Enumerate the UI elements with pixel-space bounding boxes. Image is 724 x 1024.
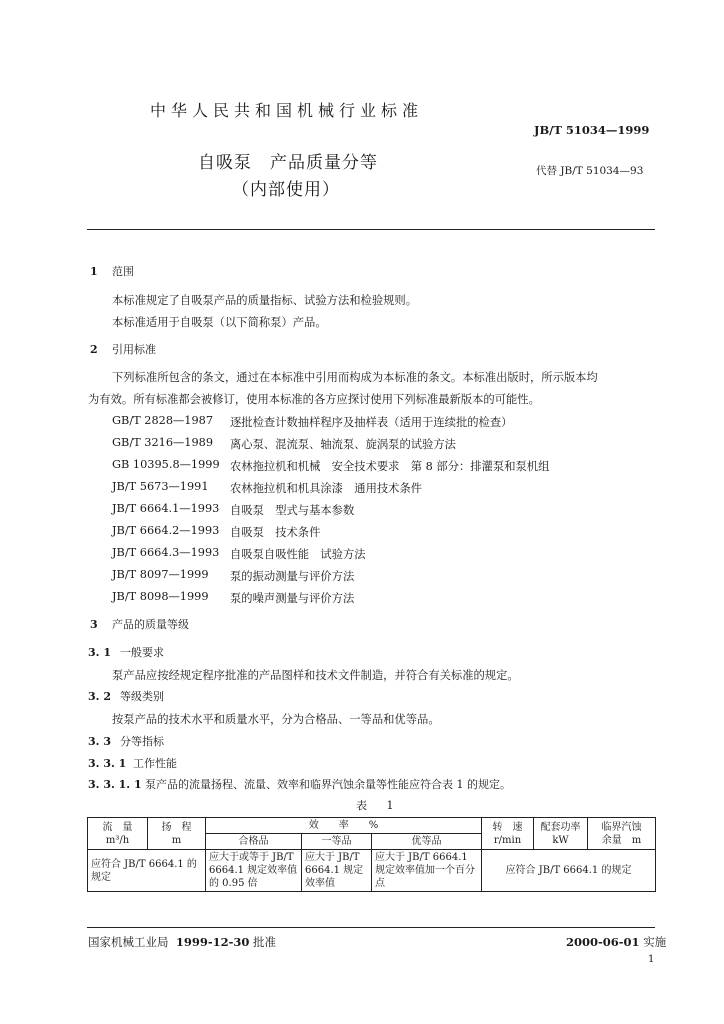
reference-item <box>112 546 632 560</box>
section-title: 等级类别 <box>120 690 164 703</box>
document-subtitle: （内部使用） <box>232 180 340 200</box>
header-head-unit: m <box>171 834 182 846</box>
reference-code: GB 10395.8—1999 <box>112 458 220 471</box>
reference-item <box>112 480 632 494</box>
header-flow: 流 量 <box>102 821 133 833</box>
section-number: 3. 3 <box>88 735 111 748</box>
section-1-paragraph-2: 本标准适用于自吸泵（以下简称泵）产品。 <box>112 316 327 329</box>
reference-item <box>112 414 632 428</box>
header-npsh-unit: 余量 m <box>601 834 642 846</box>
title-part-2: 产品质量分等 <box>270 153 378 173</box>
header-head: 扬 程 <box>161 821 192 833</box>
approval-label: 批准 <box>253 935 277 949</box>
reference-code: JB/T 8098—1999 <box>112 590 209 603</box>
header-npsh: 临界汽蚀 <box>601 821 642 833</box>
table-header-cell <box>88 818 148 850</box>
section-title: 工作性能 <box>133 757 177 770</box>
header-power: 配套功率 <box>540 821 581 833</box>
reference-item <box>112 524 632 538</box>
section-number: 3 <box>90 618 98 631</box>
approval-date: 1999-12-30 <box>175 935 250 949</box>
section-number: 3. 2 <box>88 690 111 703</box>
section-number: 3. 3. 1 <box>88 757 127 770</box>
section-title: 引用标准 <box>112 343 156 356</box>
approving-organization: 国家机械工业局 <box>88 935 169 949</box>
reference-title: 自吸泵 技术条件 <box>230 526 321 539</box>
table-header-cell <box>534 818 588 850</box>
section-3-3-heading <box>88 733 164 749</box>
section-3-1-paragraph: 泵产品应按经规定程序批准的产品图样和技术文件制造，并符合有关标准的规定。 <box>112 669 519 682</box>
reference-item <box>112 458 632 472</box>
section-3-3-1-1-text <box>88 776 511 792</box>
approval-line <box>88 934 276 950</box>
reference-title: 泵的振动测量与评价方法 <box>230 570 355 583</box>
section-title: 分等指标 <box>120 735 164 748</box>
section-number: 2 <box>90 343 98 356</box>
section-number: 3. 1 <box>88 646 111 659</box>
table-header-cell: 效 率 % <box>206 818 482 834</box>
section-number: 1 <box>90 265 98 278</box>
section-title: 产品的质量等级 <box>112 618 189 631</box>
table-cell: 应符合 JB/T 6664.1 的规定 <box>482 850 656 892</box>
table-header-cell: 优等品 <box>372 834 482 850</box>
effective-label: 实施 <box>643 935 667 949</box>
header-divider <box>87 229 655 230</box>
table-cell: 应大于 JB/T 6664.1 规定效率值加一个百分点 <box>372 850 482 892</box>
reference-code: JB/T 6664.2—1993 <box>112 524 220 537</box>
section-3-heading <box>90 616 189 632</box>
table-cell: 应大于 JB/T 6664.1 规定效率值 <box>302 850 372 892</box>
table-1 <box>87 817 656 892</box>
reference-item <box>112 590 632 604</box>
reference-code: GB/T 2828—1987 <box>112 414 214 427</box>
reference-title: 自吸泵自吸性能 试验方法 <box>230 548 366 561</box>
section-2-paragraph-line-1: 下列标准所包含的条文，通过在本标准中引用而构成为本标准的条文。本标准出版时，所示版本均 <box>112 371 598 384</box>
footer-divider <box>87 927 655 928</box>
reference-code: GB/T 3216—1989 <box>112 436 214 449</box>
reference-item <box>112 568 632 582</box>
table-cell: 应大于或等于 JB/T 6664.1 规定效率值的 0.95 倍 <box>206 850 302 892</box>
table-header-row <box>88 818 656 834</box>
table-header-cell: 合格品 <box>206 834 302 850</box>
section-3-3-1-heading <box>88 755 177 771</box>
reference-code: JB/T 8097—1999 <box>112 568 209 581</box>
reference-item <box>112 436 632 450</box>
reference-title: 逐批检查计数抽样程序及抽样表（适用于连续批的检查） <box>230 416 513 429</box>
section-title: 范围 <box>112 265 134 278</box>
section-title: 一般要求 <box>120 646 164 659</box>
reference-code: JB/T 5673—1991 <box>112 480 209 493</box>
document-title <box>198 148 378 173</box>
reference-item <box>112 502 632 516</box>
section-body: 泵产品的流量扬程、流量、效率和临界汽蚀余量等性能应符合表 1 的规定。 <box>145 778 511 791</box>
section-2-paragraph-line-2: 为有效。所有标准都会被修订，使用本标准的各方应探讨使用下列标准最新版本的可能性。 <box>88 393 540 406</box>
header-speed-unit: r/min <box>493 834 522 846</box>
table-cell: 应符合 JB/T 6664.1 的规定 <box>88 850 206 892</box>
section-1-paragraph-1: 本标准规定了自吸泵产品的质量指标、试验方法和检验规则。 <box>112 294 418 307</box>
reference-code: JB/T 6664.1—1993 <box>112 502 220 515</box>
header-power-unit: kW <box>552 834 569 846</box>
section-3-2-paragraph: 按泵产品的技术水平和质量水平，分为合格品、一等品和优等品。 <box>112 713 440 726</box>
table-header-cell <box>588 818 656 850</box>
reference-title: 农林拖拉机和机械 安全技术要求 第 8 部分：排灌泵和泵机组 <box>230 460 550 473</box>
table-header-cell: 一等品 <box>302 834 372 850</box>
page-number: 1 <box>648 954 655 965</box>
standard-category-title: 中华人民共和国机械行业标准 <box>150 101 424 120</box>
effective-line <box>566 934 666 950</box>
section-1-heading <box>90 263 134 279</box>
reference-title: 自吸泵 型式与基本参数 <box>230 504 355 517</box>
reference-title: 离心泵、混流泵、轴流泵、旋涡泵的试验方法 <box>230 438 456 451</box>
reference-code: JB/T 6664.3—1993 <box>112 546 220 559</box>
table-header-cell <box>148 818 206 850</box>
standard-number: JB/T 51034—1999 <box>534 123 650 137</box>
section-number: 3. 3. 1. 1 <box>88 778 142 791</box>
table-header-cell <box>482 818 534 850</box>
section-3-2-heading <box>88 688 164 704</box>
table-caption: 表 1 <box>356 799 402 812</box>
table-row <box>88 850 656 892</box>
section-2-heading <box>90 341 156 357</box>
reference-title: 泵的噪声测量与评价方法 <box>230 592 355 605</box>
header-speed: 转 速 <box>492 821 523 833</box>
header-flow-unit: m³/h <box>105 834 130 846</box>
reference-title: 农林拖拉机和机具涂漆 通用技术条件 <box>230 482 423 495</box>
replaces-note: 代替 JB/T 51034—93 <box>536 165 644 177</box>
effective-date: 2000-06-01 <box>566 935 640 949</box>
section-3-1-heading <box>88 644 164 660</box>
title-part-1: 自吸泵 <box>198 153 252 173</box>
